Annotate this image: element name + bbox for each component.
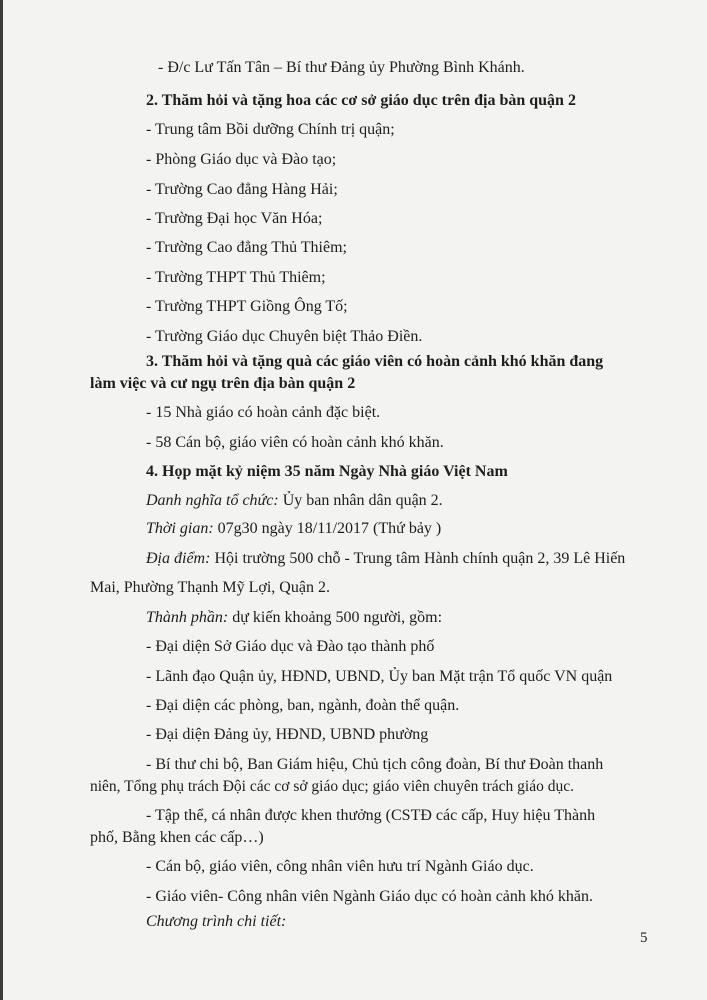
- list-item: - 15 Nhà giáo có hoàn cảnh đặc biệt.: [146, 404, 381, 421]
- participants-label: Thành phần:: [146, 609, 229, 626]
- organizer-label: Danh nghĩa tổ chức:: [146, 492, 279, 509]
- program-heading: Chương trình chi tiết:: [146, 913, 287, 930]
- list-item: - Đại diện Đảng ủy, HĐND, UBND phường: [146, 726, 429, 743]
- delegate-line: - Đ/c Lư Tấn Tân – Bí thư Đảng ủy Phường Bình Khánh.: [158, 59, 525, 76]
- list-item: - Trường Cao đẳng Hàng Hải;: [146, 181, 338, 198]
- list-item: - Trường Đại học Văn Hóa;: [146, 210, 323, 227]
- section-3-heading: 3. Thăm hỏi và tặng quà các giáo viên có hoàn cảnh khó khăn đang: [146, 353, 604, 370]
- list-item: - 58 Cán bộ, giáo viên có hoàn cảnh khó khăn.: [146, 434, 444, 451]
- list-item: - Đại diện Sở Giáo dục và Đào tạo thành phố: [146, 638, 435, 655]
- list-item: - Đại diện các phòng, ban, ngành, đoàn thể quận.: [146, 697, 460, 714]
- venue-line-cont: Mai, Phường Thạnh Mỹ Lợi, Quận 2.: [90, 579, 330, 596]
- venue-value: Hội trường 500 chỗ - Trung tâm Hành chính quận 2, 39 Lê Hiến: [210, 550, 626, 567]
- time-label: Thời gian:: [146, 520, 214, 537]
- list-item: - Phòng Giáo dục và Đào tạo;: [146, 151, 337, 168]
- list-item-cont: phố, Bằng khen các cấp…): [90, 829, 264, 846]
- list-item: - Trung tâm Bồi dưỡng Chính trị quận;: [146, 121, 395, 138]
- section-2-heading: 2. Thăm hỏi và tặng hoa các cơ sở giáo dục trên địa bàn quận 2: [146, 92, 576, 109]
- list-item: - Bí thư chi bộ, Ban Giám hiệu, Chủ tịch công đoàn, Bí thư Đoàn thanh: [146, 756, 604, 773]
- list-item: - Giáo viên- Công nhân viên Ngành Giáo dục có hoàn cảnh khó khăn.: [146, 888, 593, 905]
- venue-label: Địa điểm:: [146, 550, 211, 567]
- list-item: - Lãnh đạo Quận ủy, HĐND, UBND, Ủy ban Mặt trận Tổ quốc VN quận: [146, 668, 613, 685]
- scan-edge: [0, 0, 3, 1000]
- participants-line: [146, 608, 442, 628]
- organizer-line: [146, 491, 443, 511]
- list-item: - Tập thể, cá nhân được khen thưởng (CSTĐ các cấp, Huy hiệu Thành: [146, 807, 596, 824]
- section-3-heading-cont: làm việc và cư ngụ trên địa bàn quận 2: [90, 375, 356, 392]
- organizer-value: Ủy ban nhân dân quận 2.: [278, 492, 443, 509]
- time-line: [146, 519, 441, 539]
- list-item: - Cán bộ, giáo viên, công nhân viên hưu trí Ngành Giáo dục.: [146, 858, 534, 875]
- list-item-cont: niên, Tổng phụ trách Đội các cơ sở giáo dục; giáo viên chuyên trách giáo dục.: [90, 778, 574, 795]
- venue-line: [146, 549, 625, 569]
- section-4-heading: 4. Họp mặt kỷ niệm 35 năm Ngày Nhà giáo Việt Nam: [146, 463, 508, 480]
- list-item: - Trường Giáo dục Chuyên biệt Thảo Điền.: [146, 328, 423, 345]
- list-item: - Trường THPT Thủ Thiêm;: [146, 269, 326, 286]
- participants-value: dự kiến khoảng 500 người, gồm:: [228, 609, 443, 626]
- page-number: 5: [640, 930, 648, 946]
- list-item: - Trường THPT Giồng Ông Tố;: [146, 298, 348, 315]
- list-item: - Trường Cao đẳng Thủ Thiêm;: [146, 239, 347, 256]
- time-value: 07g30 ngày 18/11/2017 (Thứ bảy ): [213, 520, 442, 537]
